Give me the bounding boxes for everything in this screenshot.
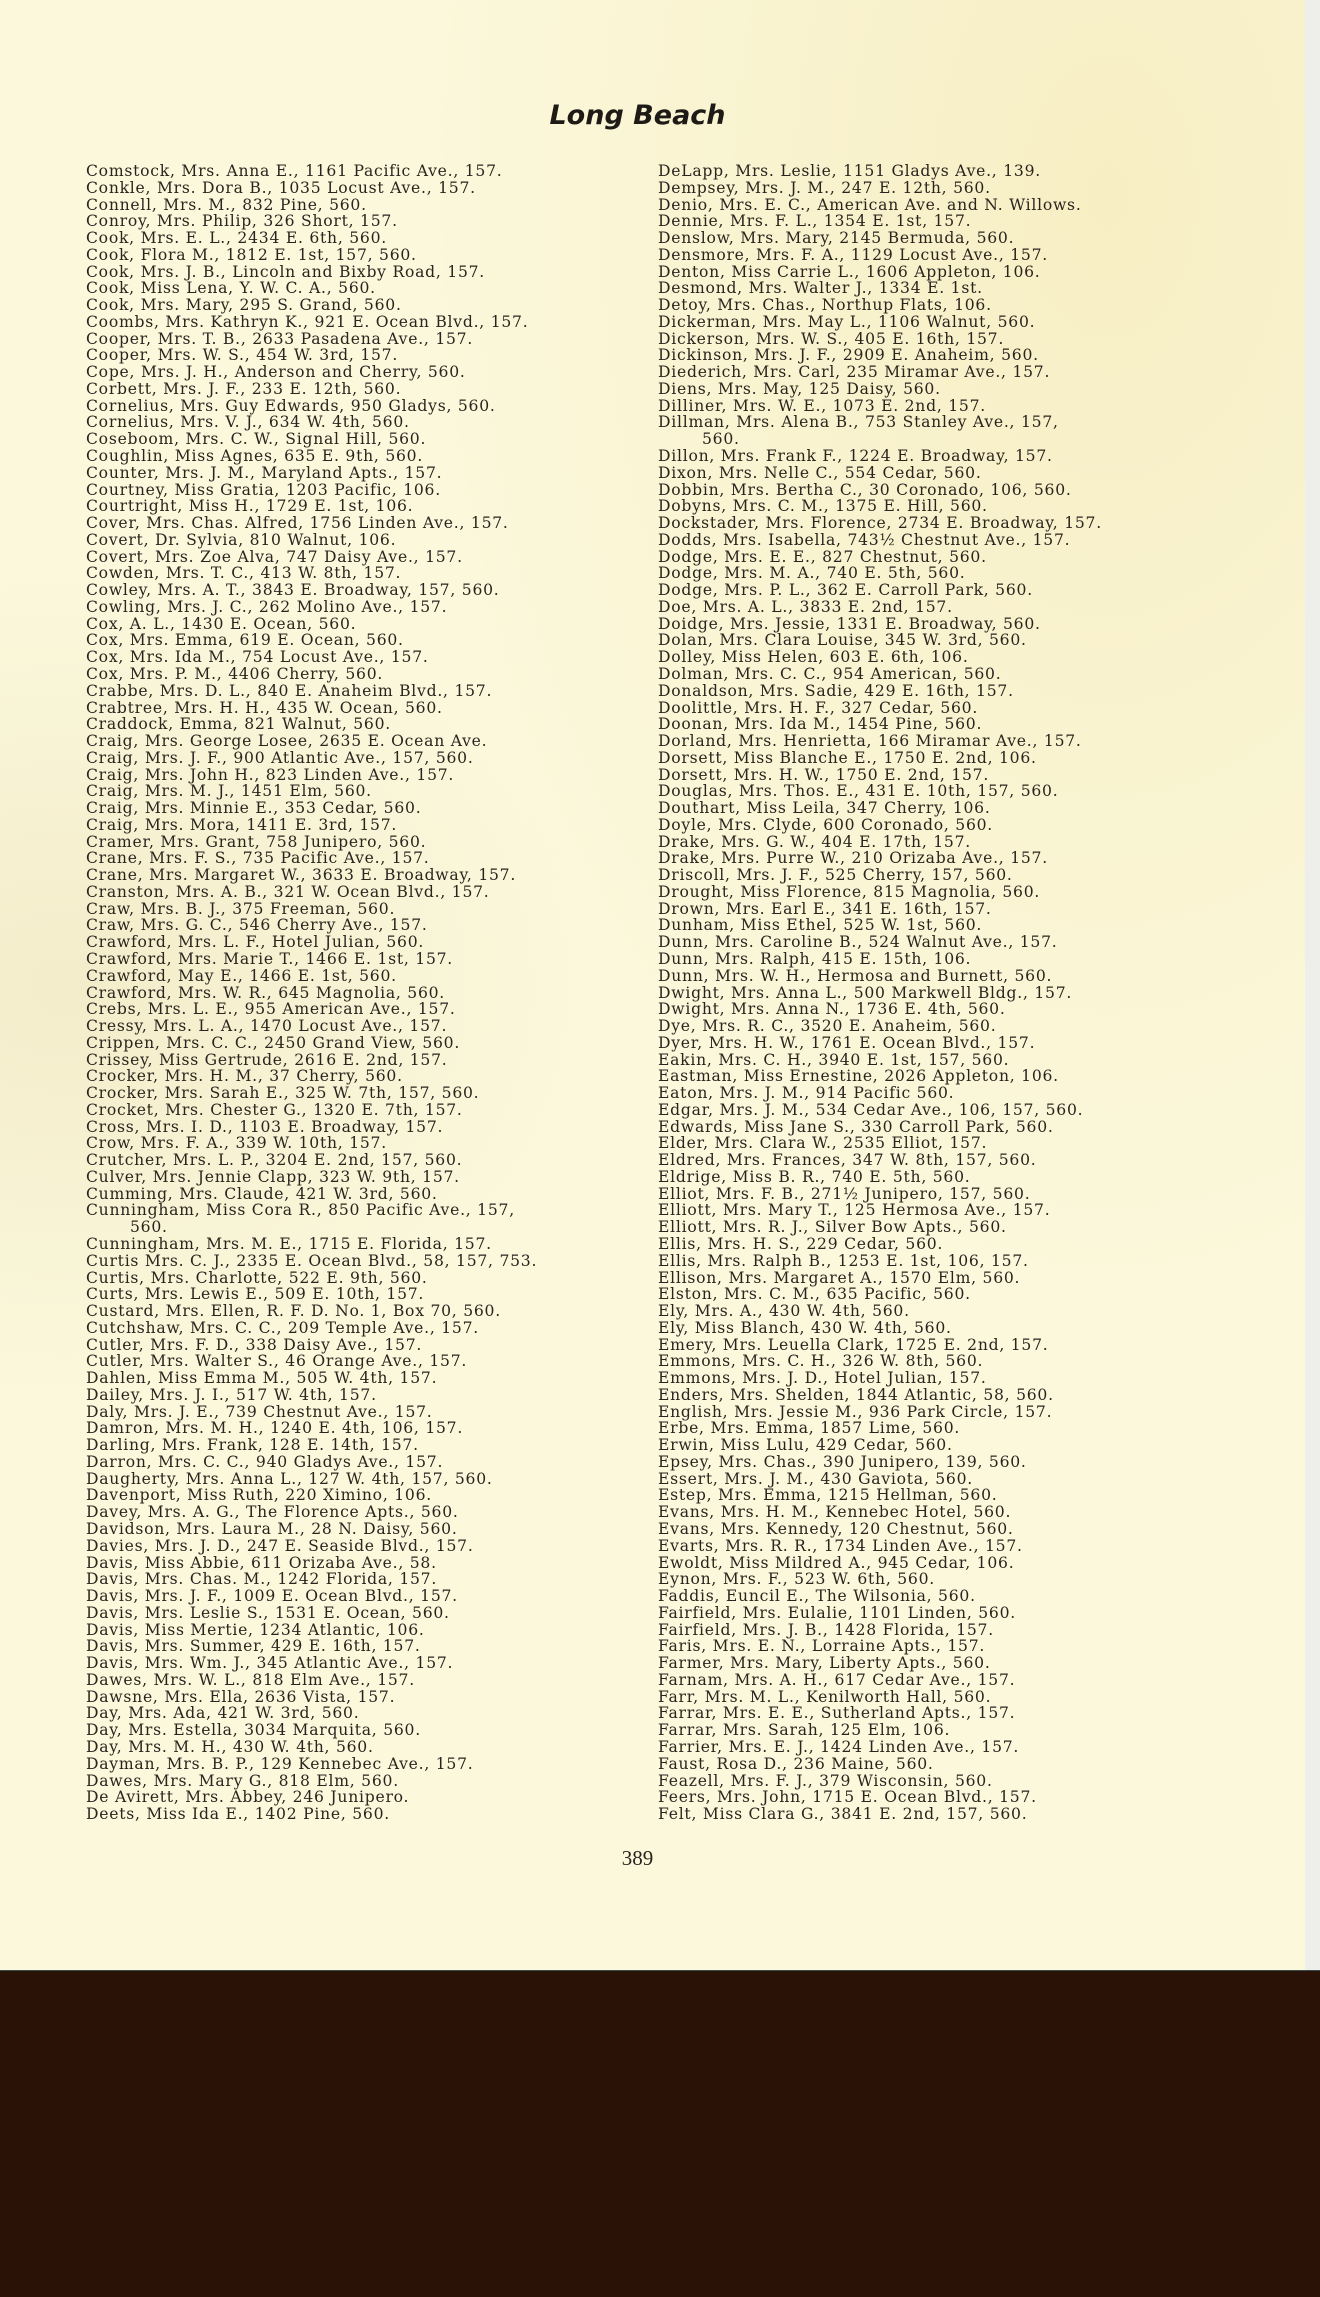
right-column: [658, 163, 1102, 1823]
directory-entry: Crow, Mrs. F. A., 339 W. 10th, 157.: [86, 1134, 387, 1153]
directory-entry: Douthart, Miss Leila, 347 Cherry, 106.: [658, 799, 991, 818]
directory-entry: Dawes, Mrs. Mary G., 818 Elm, 560.: [86, 1771, 399, 1790]
directory-entry: Dickinson, Mrs. J. F., 2909 E. Anaheim, 560.: [658, 346, 1039, 365]
directory-entry: Cook, Flora M., 1812 E. 1st, 157, 560.: [86, 245, 417, 264]
directory-entry: Dunham, Miss Ethel, 525 W. 1st, 560.: [658, 916, 983, 935]
directory-entry: Connell, Mrs. M., 832 Pine, 560.: [86, 195, 367, 214]
directory-entry: Curtis, Mrs. Charlotte, 522 E. 9th, 560.: [86, 1268, 428, 1287]
directory-entry: Dawsne, Mrs. Ella, 2636 Vista, 157.: [86, 1687, 396, 1706]
directory-entry: Cunningham, Miss Cora R., 850 Pacific Ave., 157,: [86, 1201, 515, 1220]
directory-entry: Crissey, Miss Gertrude, 2616 E. 2nd, 157.: [86, 1050, 448, 1069]
directory-entry: Drought, Miss Florence, 815 Magnolia, 560.: [658, 882, 1041, 901]
directory-entry: Epsey, Mrs. Chas., 390 Junipero, 139, 560.: [658, 1452, 1027, 1471]
directory-entry: Crane, Mrs. F. S., 735 Pacific Ave., 157.: [86, 849, 430, 868]
directory-entry: Dolman, Mrs. C. C., 954 American, 560.: [658, 664, 1002, 683]
directory-entry: Ewoldt, Miss Mildred A., 945 Cedar, 106.: [658, 1553, 1015, 1572]
directory-entry: Craig, Mrs. George Losee, 2635 E. Ocean Ave.: [86, 732, 488, 751]
directory-entry-continuation: 560.: [702, 430, 740, 449]
directory-entry: Craw, Mrs. G. C., 546 Cherry Ave., 157.: [86, 916, 428, 935]
directory-entry: Faddis, Euncil E., The Wilsonia, 560.: [658, 1587, 976, 1606]
directory-entry: Dye, Mrs. R. C., 3520 E. Anaheim, 560.: [658, 1017, 997, 1036]
directory-entry: Davey, Mrs. A. G., The Florence Apts., 560.: [86, 1503, 459, 1522]
directory-entry: Dillon, Mrs. Frank F., 1224 E. Broadway, 157.: [658, 447, 1053, 466]
directory-entry: Cox, Mrs. P. M., 4406 Cherry, 560.: [86, 664, 384, 683]
directory-entry: Faust, Rosa D., 236 Maine, 560.: [658, 1754, 934, 1773]
directory-entry: Dodge, Mrs. P. L., 362 E. Carroll Park, 560.: [658, 581, 1033, 600]
directory-entry: Courtney, Miss Gratia, 1203 Pacific, 106.: [86, 480, 441, 499]
directory-entry: Denton, Miss Carrie L., 1606 Appleton, 106.: [658, 262, 1041, 281]
directory-entry: Crippen, Mrs. C. C., 2450 Grand View, 560.: [86, 1033, 461, 1052]
directory-entry: Dawes, Mrs. W. L., 818 Elm Ave., 157.: [86, 1670, 415, 1689]
directory-entry: Davis, Mrs. Leslie S., 1531 E. Ocean, 560.: [86, 1603, 450, 1622]
directory-entry: Driscoll, Mrs. J. F., 525 Cherry, 157, 560.: [658, 866, 1013, 885]
directory-entry: Crocker, Mrs. H. M., 37 Cherry, 560.: [86, 1067, 403, 1086]
directory-entry: Davis, Mrs. Summer, 429 E. 16th, 157.: [86, 1637, 421, 1656]
directory-entry: Dwight, Mrs. Anna L., 500 Markwell Bldg., 157.: [658, 983, 1073, 1002]
directory-entry: Daly, Mrs. J. E., 739 Chestnut Ave., 157.: [86, 1402, 433, 1421]
directory-entry: Davis, Miss Abbie, 611 Orizaba Ave., 58.: [86, 1553, 437, 1572]
directory-entry: Conkle, Mrs. Dora B., 1035 Locust Ave., 157.: [86, 178, 476, 197]
directory-entry: Deets, Miss Ida E., 1402 Pine, 560.: [86, 1805, 390, 1824]
directory-entry: Dolley, Miss Helen, 603 E. 6th, 106.: [658, 648, 969, 667]
directory-entry: Daugherty, Mrs. Anna L., 127 W. 4th, 157, 560.: [86, 1469, 493, 1488]
directory-entry: Dickerman, Mrs. May L., 1106 Walnut, 560.: [658, 312, 1036, 331]
directory-entry: Coseboom, Mrs. C. W., Signal Hill, 560.: [86, 430, 427, 449]
directory-entry: Davenport, Miss Ruth, 220 Ximino, 106.: [86, 1486, 432, 1505]
directory-entry: Crawford, Mrs. Marie T., 1466 E. 1st, 157.: [86, 949, 454, 968]
directory-entry: Farnam, Mrs. A. H., 617 Cedar Ave., 157.: [658, 1670, 1016, 1689]
directory-entry: Dillman, Mrs. Alena B., 753 Stanley Ave., 157,: [658, 413, 1059, 432]
directory-entry: Dennie, Mrs. F. L., 1354 E. 1st, 157.: [658, 212, 972, 231]
directory-entry: Cornelius, Mrs. V. J., 634 W. 4th, 560.: [86, 413, 410, 432]
directory-entry: Edwards, Miss Jane S., 330 Carroll Park, 560.: [658, 1117, 1054, 1136]
directory-entry: Cox, Mrs. Ida M., 754 Locust Ave., 157.: [86, 648, 429, 667]
directory-entry: Cunningham, Mrs. M. E., 1715 E. Florida, 157.: [86, 1235, 492, 1253]
directory-entry: Cutler, Mrs. F. D., 338 Daisy Ave., 157.: [86, 1335, 423, 1354]
directory-entry: Crabtree, Mrs. H. H., 435 W. Ocean, 560.: [86, 698, 443, 717]
directory-entry: Ely, Miss Blanch, 430 W. 4th, 560.: [658, 1318, 952, 1337]
directory-entry: Eldred, Mrs. Frances, 347 W. 8th, 157, 560.: [658, 1151, 1037, 1170]
directory-entry: Craw, Mrs. B. J., 375 Freeman, 560.: [86, 899, 396, 918]
directory-entry: Dockstader, Mrs. Florence, 2734 E. Broadway, 157.: [658, 514, 1102, 533]
directory-entry: Cumming, Mrs. Claude, 421 W. 3rd, 560.: [86, 1184, 438, 1203]
directory-entry: Covert, Mrs. Zoe Alva, 747 Daisy Ave., 157.: [86, 547, 463, 566]
directory-entry: Doe, Mrs. A. L., 3833 E. 2nd, 157.: [658, 597, 953, 616]
directory-entry: Farrier, Mrs. E. J., 1424 Linden Ave., 157.: [658, 1737, 1020, 1756]
directory-entry: English, Mrs. Jessie M., 936 Park Circle, 157.: [658, 1402, 1053, 1421]
directory-entry: Davis, Mrs. J. F., 1009 E. Ocean Blvd., 157.: [86, 1587, 458, 1606]
directory-entry: Cowley, Mrs. A. T., 3843 E. Broadway, 157, 560.: [86, 581, 500, 600]
directory-entry: Dyer, Mrs. H. W., 1761 E. Ocean Blvd., 157.: [658, 1033, 1036, 1052]
directory-entry: Crutcher, Mrs. L. P., 3204 E. 2nd, 157, 560.: [86, 1151, 463, 1170]
directory-entry: Drake, Mrs. G. W., 404 E. 17th, 157.: [658, 832, 971, 851]
directory-entry: Cramer, Mrs. Grant, 758 Junipero, 560.: [86, 832, 427, 851]
directory-entry-continuation: 560.: [130, 1218, 168, 1237]
directory-entry: Denslow, Mrs. Mary, 2145 Bermuda, 560.: [658, 229, 1015, 248]
directory-entry: Curts, Mrs. Lewis E., 509 E. 10th, 157.: [86, 1285, 425, 1304]
left-column: [86, 163, 537, 1823]
directory-entry: Desmond, Mrs. Walter J., 1334 E. 1st.: [658, 279, 983, 298]
directory-entry: Crocket, Mrs. Chester G., 1320 E. 7th, 157.: [86, 1100, 463, 1119]
directory-entry: Densmore, Mrs. F. A., 1129 Locust Ave., 157.: [658, 245, 1048, 264]
directory-entry: Crabbe, Mrs. D. L., 840 E. Anaheim Blvd., 157.: [86, 681, 493, 700]
directory-entry: Elston, Mrs. C. M., 635 Pacific, 560.: [658, 1285, 971, 1304]
directory-entry: Elliot, Mrs. F. B., 271½ Junipero, 157, 560.: [658, 1184, 1031, 1203]
directory-entry: Cornelius, Mrs. Guy Edwards, 950 Gladys, 560.: [86, 396, 496, 415]
directory-entry: Craig, Mrs. M. J., 1451 Elm, 560.: [86, 782, 372, 801]
directory-entry: Dorland, Mrs. Henrietta, 166 Miramar Ave., 157.: [658, 732, 1082, 751]
directory-entry: Erbe, Mrs. Emma, 1857 Lime, 560.: [658, 1419, 961, 1438]
directory-entry: Dorsett, Mrs. H. W., 1750 E. 2nd, 157.: [658, 765, 990, 784]
directory-entry: Diens, Mrs. May, 125 Daisy, 560.: [658, 379, 941, 398]
directory-entry: Curtis Mrs. C. J., 2335 E. Ocean Blvd., 58, 157, 753.: [86, 1251, 538, 1270]
directory-entry: Coombs, Mrs. Kathryn K., 921 E. Ocean Blvd., 157.: [86, 312, 529, 331]
directory-entry: Craig, Mrs. J. F., 900 Atlantic Ave., 157, 560.: [86, 748, 474, 767]
directory-entry: Day, Mrs. Estella, 3034 Marquita, 560.: [86, 1721, 421, 1740]
directory-entry: Cross, Mrs. I. D., 1103 E. Broadway, 157.: [86, 1117, 444, 1136]
directory-entry: Ellis, Mrs. H. S., 229 Cedar, 560.: [658, 1235, 944, 1253]
directory-entry: Denio, Mrs. E. C., American Ave. and N. Willows.: [658, 195, 1082, 214]
page-number: 389: [621, 1846, 654, 1870]
directory-entry: Coughlin, Miss Agnes, 635 E. 9th, 560.: [86, 447, 424, 466]
directory-entry: Dodge, Mrs. E. E., 827 Chestnut, 560.: [658, 547, 987, 566]
directory-entry: Edgar, Mrs. J. M., 534 Cedar Ave., 106, 157, 560.: [658, 1100, 1084, 1119]
directory-entry: Faris, Mrs. E. N., Lorraine Apts., 157.: [658, 1637, 986, 1656]
directory-entry: Farr, Mrs. M. L., Kenilworth Hall, 560.: [658, 1687, 992, 1706]
directory-entry: Doolittle, Mrs. H. F., 327 Cedar, 560.: [658, 698, 979, 717]
directory-entry: Cope, Mrs. J. H., Anderson and Cherry, 560.: [86, 363, 466, 382]
directory-entry: Crane, Mrs. Margaret W., 3633 E. Broadway, 157.: [86, 866, 517, 885]
directory-entry: Davidson, Mrs. Laura M., 28 N. Daisy, 560.: [86, 1520, 458, 1539]
directory-entry: Custard, Mrs. Ellen, R. F. D. No. 1, Box 70, 560.: [86, 1302, 501, 1321]
directory-entry: Day, Mrs. M. H., 430 W. 4th, 560.: [86, 1737, 374, 1756]
directory-entry: Emmons, Mrs. J. D., Hotel Julian, 157.: [658, 1369, 987, 1388]
directory-entry: Dickerson, Mrs. W. S., 405 E. 16th, 157.: [658, 329, 1005, 348]
directory-entry: Darling, Mrs. Frank, 128 E. 14th, 157.: [86, 1436, 419, 1455]
directory-entry: Courtright, Miss H., 1729 E. 1st, 106.: [86, 497, 414, 516]
directory-entry: Davis, Mrs. Wm. J., 345 Atlantic Ave., 157.: [86, 1654, 454, 1673]
directory-entry: Craig, Mrs. Mora, 1411 E. 3rd, 157.: [86, 815, 398, 834]
directory-entry: Day, Mrs. Ada, 421 W. 3rd, 560.: [86, 1704, 360, 1723]
directory-entry: Ellison, Mrs. Margaret A., 1570 Elm, 560.: [658, 1268, 1021, 1287]
directory-entry: Craig, Mrs. John H., 823 Linden Ave., 157.: [86, 765, 455, 784]
directory-entry: Dwight, Mrs. Anna N., 1736 E. 4th, 560.: [658, 1000, 1006, 1019]
directory-entry: Cooper, Mrs. T. B., 2633 Pasadena Ave., 157.: [86, 329, 474, 348]
directory-entry: Farrar, Mrs. E. E., Sutherland Apts., 157.: [658, 1704, 1016, 1723]
directory-entry: Cox, Mrs. Emma, 619 E. Ocean, 560.: [86, 631, 404, 650]
directory-entry: Ely, Mrs. A., 430 W. 4th, 560.: [658, 1302, 910, 1321]
directory-entry: Doyle, Mrs. Clyde, 600 Coronado, 560.: [658, 815, 993, 834]
directory-entry: Crawford, Mrs. W. R., 645 Magnolia, 560.: [86, 983, 446, 1002]
directory-entry: Dayman, Mrs. B. P., 129 Kennebec Ave., 157.: [86, 1754, 474, 1773]
directory-entry: Dunn, Mrs. W. H., Hermosa and Burnett, 560.: [658, 966, 1053, 985]
directory-entry: Davis, Miss Mertie, 1234 Atlantic, 106.: [86, 1620, 425, 1639]
directory-entry: Ellis, Mrs. Ralph B., 1253 E. 1st, 106, 157.: [658, 1251, 1029, 1270]
directory-entry: Diederich, Mrs. Carl, 235 Miramar Ave., 157.: [658, 363, 1051, 382]
directory-entry: Feazell, Mrs. F. J., 379 Wisconsin, 560.: [658, 1771, 993, 1790]
directory-entry: Detoy, Mrs. Chas., Northup Flats, 106.: [658, 296, 992, 315]
directory-entry: Dorsett, Miss Blanche E., 1750 E. 2nd, 106.: [658, 748, 1037, 767]
page-title: Long Beach: [549, 100, 726, 131]
directory-entry: Eakin, Mrs. C. H., 3940 E. 1st, 157, 560.: [658, 1050, 1010, 1069]
directory-entry: Elder, Mrs. Clara W., 2535 Elliot, 157.: [658, 1134, 988, 1153]
directory-entry: Cowling, Mrs. J. C., 262 Molino Ave., 157.: [86, 597, 448, 616]
directory-entry: Eynon, Mrs. F., 523 W. 6th, 560.: [658, 1570, 935, 1589]
directory-entry: Crawford, Mrs. L. F., Hotel Julian, 560.: [86, 933, 425, 952]
directory-entry: Feers, Mrs. John, 1715 E. Ocean Blvd., 157.: [658, 1788, 1037, 1807]
directory-entry: Culver, Mrs. Jennie Clapp, 323 W. 9th, 157.: [86, 1167, 460, 1186]
directory-entry: Elliott, Mrs. Mary T., 125 Hermosa Ave., 157.: [658, 1201, 1051, 1220]
directory-entry: Damron, Mrs. M. H., 1240 E. 4th, 106, 157.: [86, 1419, 464, 1438]
directory-entry: Cooper, Mrs. W. S., 454 W. 3rd, 157.: [86, 346, 399, 365]
directory-entry: Eastman, Miss Ernestine, 2026 Appleton, 106.: [658, 1067, 1059, 1086]
directory-entry: De Avirett, Mrs. Abbey, 246 Junipero.: [86, 1788, 410, 1807]
directory-entry: Cook, Mrs. Mary, 295 S. Grand, 560.: [86, 296, 402, 315]
directory-entry: Cook, Mrs. J. B., Lincoln and Bixby Road, 157.: [86, 262, 485, 281]
directory-entry: Crawford, May E., 1466 E. 1st, 560.: [86, 966, 397, 985]
directory-entry: Estep, Mrs. Emma, 1215 Hellman, 560.: [658, 1486, 998, 1505]
directory-entry: Dahlen, Miss Emma M., 505 W. 4th, 157.: [86, 1369, 438, 1388]
directory-entry: Dilliner, Mrs. W. E., 1073 E. 2nd, 157.: [658, 396, 986, 415]
directory-entry: Farrar, Mrs. Sarah, 125 Elm, 106.: [658, 1721, 951, 1740]
directory-entry: Cook, Mrs. E. L., 2434 E. 6th, 560.: [86, 229, 387, 248]
directory-entry: Dempsey, Mrs. J. M., 247 E. 12th, 560.: [658, 178, 991, 197]
directory-entry: Emery, Mrs. Leuella Clark, 1725 E. 2nd, 157.: [658, 1335, 1049, 1354]
directory-entry: Dailey, Mrs. J. I., 517 W. 4th, 157.: [86, 1385, 377, 1404]
directory-entry: Elliott, Mrs. R. J., Silver Bow Apts., 560.: [658, 1218, 1007, 1237]
directory-entry: Cutler, Mrs. Walter S., 46 Orange Ave., 157.: [86, 1352, 468, 1371]
directory-entry: Cover, Mrs. Chas. Alfred, 1756 Linden Ave., 157.: [86, 514, 509, 533]
directory-entry: Douglas, Mrs. Thos. E., 431 E. 10th, 157, 560.: [658, 782, 1059, 801]
directory-entry: Crocker, Mrs. Sarah E., 325 W. 7th, 157, 560.: [86, 1084, 480, 1103]
directory-entry: Dobyns, Mrs. C. M., 1375 E. Hill, 560.: [658, 497, 988, 516]
directory-entry: Conroy, Mrs. Philip, 326 Short, 157.: [86, 212, 398, 231]
directory-entry: Erwin, Miss Lulu, 429 Cedar, 560.: [658, 1436, 953, 1455]
directory-entry: Darron, Mrs. C. C., 940 Gladys Ave., 157.: [86, 1452, 444, 1471]
directory-entry: Craddock, Emma, 821 Walnut, 560.: [86, 715, 391, 734]
directory-entry: Emmons, Mrs. C. H., 326 W. 8th, 560.: [658, 1352, 984, 1371]
directory-entry: Drake, Mrs. Purre W., 210 Orizaba Ave., 157.: [658, 849, 1048, 868]
directory-entry: Drown, Mrs. Earl E., 341 E. 16th, 157.: [658, 899, 992, 918]
directory-entry: Dobbin, Mrs. Bertha C., 30 Coronado, 106, 560.: [658, 480, 1072, 499]
directory-entry: Davis, Mrs. Chas. M., 1242 Florida, 157.: [86, 1570, 438, 1589]
directory-entry: Fairfield, Mrs. Eulalie, 1101 Linden, 560.: [658, 1603, 1016, 1622]
directory-entry: Dodds, Mrs. Isabella, 743½ Chestnut Ave., 157.: [658, 530, 1071, 549]
directory-entry: Fairfield, Mrs. J. B., 1428 Florida, 157.: [658, 1620, 994, 1639]
directory-entry: Cressy, Mrs. L. A., 1470 Locust Ave., 157.: [86, 1017, 448, 1036]
directory-entry: Covert, Dr. Sylvia, 810 Walnut, 106.: [86, 530, 397, 549]
directory-entry: Farmer, Mrs. Mary, Liberty Apts., 560.: [658, 1654, 991, 1673]
directory-entry: Craig, Mrs. Minnie E., 353 Cedar, 560.: [86, 799, 422, 818]
directory-entry: Doidge, Mrs. Jessie, 1331 E. Broadway, 560.: [658, 614, 1041, 633]
directory-entry: Dodge, Mrs. M. A., 740 E. 5th, 560.: [658, 564, 966, 583]
directory-entry: Eaton, Mrs. J. M., 914 Pacific 560.: [658, 1084, 955, 1103]
directory-entry: Dolan, Mrs. Clara Louise, 345 W. 3rd, 560.: [658, 631, 1027, 650]
directory-entry: Dunn, Mrs. Caroline B., 524 Walnut Ave., 157.: [658, 933, 1058, 952]
directory-entry: Cook, Miss Lena, Y. W. C. A., 560.: [86, 279, 376, 298]
directory-entry: Dixon, Mrs. Nelle C., 554 Cedar, 560.: [658, 463, 982, 482]
directory-entry: Cranston, Mrs. A. B., 321 W. Ocean Blvd., 157.: [86, 882, 490, 901]
directory-entry: Dunn, Mrs. Ralph, 415 E. 15th, 106.: [658, 949, 972, 968]
directory-entry: Counter, Mrs. J. M., Maryland Apts., 157.: [86, 463, 443, 482]
directory-entry: Donaldson, Mrs. Sadie, 429 E. 16th, 157.: [658, 681, 1014, 700]
directory-entry: DeLapp, Mrs. Leslie, 1151 Gladys Ave., 139.: [658, 162, 1041, 180]
directory-entry: Cowden, Mrs. T. C., 413 W. 8th, 157.: [86, 564, 402, 583]
directory-entry: Crebs, Mrs. L. E., 955 American Ave., 157.: [86, 1000, 456, 1019]
directory-entry: Cutchshaw, Mrs. C. C., 209 Temple Ave., 157.: [86, 1318, 479, 1337]
directory-entry: Eldrige, Miss B. R., 740 E. 5th, 560.: [658, 1167, 971, 1186]
scanner-backing: [0, 1970, 1320, 2297]
directory-entry: Doonan, Mrs. Ida M., 1454 Pine, 560.: [658, 715, 983, 734]
directory-entry: Evarts, Mrs. R. R., 1734 Linden Ave., 157.: [658, 1536, 1023, 1555]
directory-entry: Essert, Mrs. J. M., 430 Gaviota, 560.: [658, 1469, 973, 1488]
directory-entry: Evans, Mrs. Kennedy, 120 Chestnut, 560.: [658, 1520, 1014, 1539]
directory-entry: Davies, Mrs. J. D., 247 E. Seaside Blvd., 157.: [86, 1536, 474, 1555]
directory-entry: Evans, Mrs. H. M., Kennebec Hotel, 560.: [658, 1503, 1012, 1522]
directory-entry: Cox, A. L., 1430 E. Ocean, 560.: [86, 614, 357, 633]
directory-entry: Corbett, Mrs. J. F., 233 E. 12th, 560.: [86, 379, 402, 398]
directory-entry: Enders, Mrs. Shelden, 1844 Atlantic, 58, 560.: [658, 1385, 1054, 1404]
directory-entry: Comstock, Mrs. Anna E., 1161 Pacific Ave., 157.: [86, 162, 503, 180]
directory-entry: Felt, Miss Clara G., 3841 E. 2nd, 157, 560.: [658, 1805, 1028, 1824]
